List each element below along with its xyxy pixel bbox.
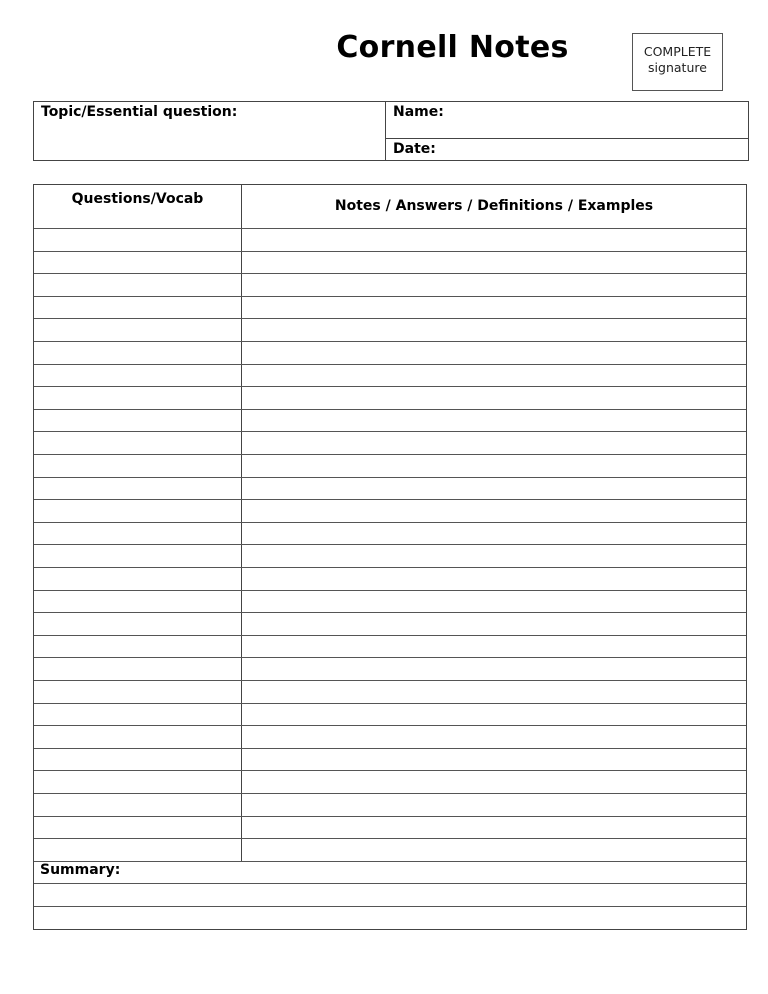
notes-cell[interactable] <box>242 251 746 274</box>
question-cell[interactable] <box>34 522 241 545</box>
complete-signature-box[interactable] <box>632 33 723 91</box>
notes-cell[interactable] <box>242 567 746 590</box>
question-cell[interactable] <box>34 680 241 703</box>
notes-cell[interactable] <box>242 296 746 319</box>
questions-vocab-header: Questions/Vocab <box>71 191 204 207</box>
notes-cell[interactable] <box>242 364 746 387</box>
date-label: Date: <box>393 141 436 157</box>
info-box <box>33 101 749 161</box>
notes-cell[interactable] <box>242 680 746 703</box>
notes-header: Notes / Answers / Definitions / Examples <box>334 198 654 214</box>
question-cell[interactable] <box>34 431 241 454</box>
question-cell[interactable] <box>34 386 241 409</box>
notes-cell[interactable] <box>242 657 746 680</box>
question-cell[interactable] <box>34 703 241 726</box>
topic-field[interactable] <box>34 102 385 160</box>
notes-cell[interactable] <box>242 635 746 658</box>
notes-cell[interactable] <box>242 793 746 816</box>
question-cell[interactable] <box>34 590 241 613</box>
notes-cell[interactable] <box>242 454 746 477</box>
question-cell[interactable] <box>34 816 241 839</box>
question-cell[interactable] <box>34 477 241 500</box>
question-cell[interactable] <box>34 657 241 680</box>
notes-cell[interactable] <box>242 612 746 635</box>
question-cell[interactable] <box>34 364 241 387</box>
question-cell[interactable] <box>34 612 241 635</box>
summary-label: Summary: <box>40 861 121 878</box>
name-field[interactable] <box>386 102 748 138</box>
question-cell[interactable] <box>34 567 241 590</box>
notes-cell[interactable] <box>242 318 746 341</box>
question-cell[interactable] <box>34 770 241 793</box>
page-title: Cornell Notes <box>336 30 569 65</box>
notes-cell[interactable] <box>242 703 746 726</box>
notes-cell[interactable] <box>242 341 746 364</box>
question-cell[interactable] <box>34 228 241 251</box>
signature-box-line2: signature <box>648 60 707 75</box>
notes-cell[interactable] <box>242 273 746 296</box>
notes-cell[interactable] <box>242 522 746 545</box>
question-cell[interactable] <box>34 273 241 296</box>
question-cell[interactable] <box>34 499 241 522</box>
question-cell[interactable] <box>34 251 241 274</box>
notes-cell[interactable] <box>242 770 746 793</box>
notes-cell[interactable] <box>242 590 746 613</box>
notes-cell[interactable] <box>242 499 746 522</box>
notes-cell[interactable] <box>242 838 746 861</box>
notes-table <box>33 184 747 930</box>
notes-cell[interactable] <box>242 386 746 409</box>
notes-cell[interactable] <box>242 816 746 839</box>
topic-label: Topic/Essential question: <box>41 104 238 120</box>
notes-cell[interactable] <box>242 725 746 748</box>
date-field[interactable] <box>386 139 748 160</box>
question-cell[interactable] <box>34 838 241 861</box>
question-cell[interactable] <box>34 409 241 432</box>
name-label: Name: <box>393 104 444 120</box>
notes-cell[interactable] <box>242 544 746 567</box>
summary-line[interactable] <box>34 883 746 906</box>
notes-cell[interactable] <box>242 477 746 500</box>
question-cell[interactable] <box>34 341 241 364</box>
summary-line[interactable] <box>34 906 746 929</box>
question-cell[interactable] <box>34 748 241 771</box>
question-cell[interactable] <box>34 454 241 477</box>
notes-cell[interactable] <box>242 228 746 251</box>
question-cell[interactable] <box>34 725 241 748</box>
question-cell[interactable] <box>34 635 241 658</box>
notes-cell[interactable] <box>242 431 746 454</box>
question-cell[interactable] <box>34 318 241 341</box>
question-cell[interactable] <box>34 793 241 816</box>
row-line <box>34 861 746 862</box>
notes-cell[interactable] <box>242 748 746 771</box>
signature-box-line1: COMPLETE <box>643 44 712 59</box>
question-cell[interactable] <box>34 296 241 319</box>
notes-cell[interactable] <box>242 409 746 432</box>
question-cell[interactable] <box>34 544 241 567</box>
